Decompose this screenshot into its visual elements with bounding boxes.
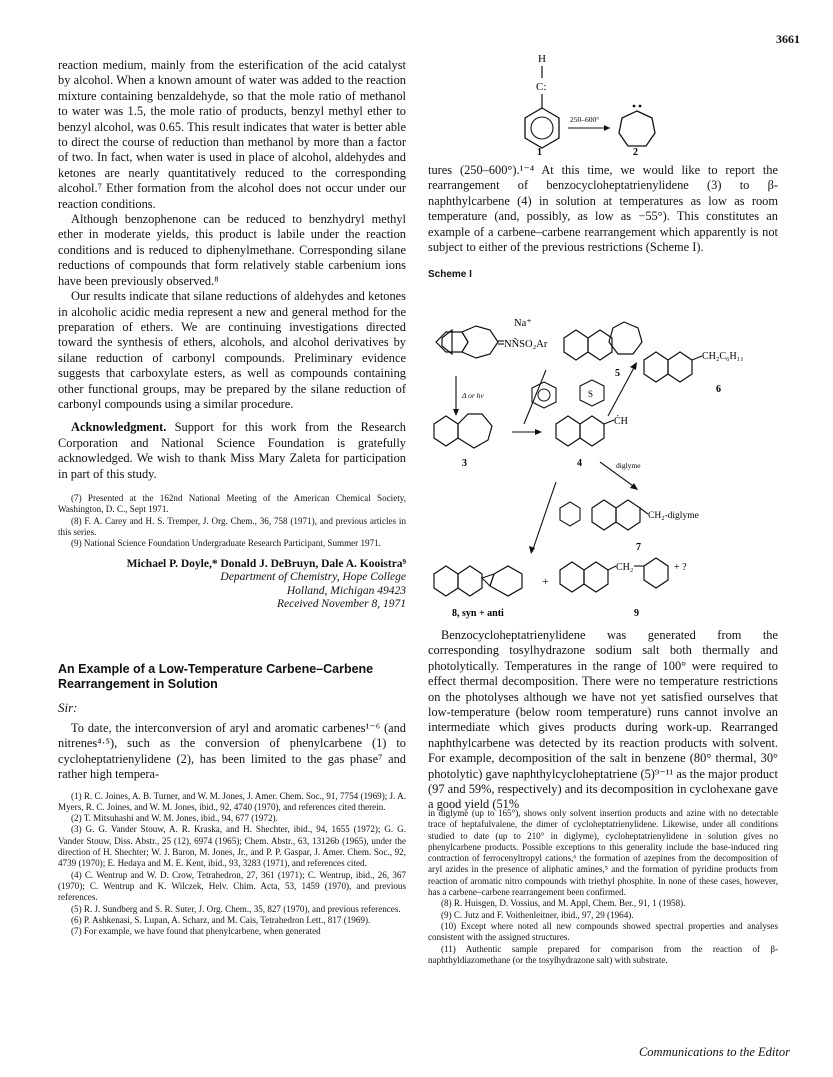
naphthalene-ring (564, 330, 588, 360)
right-column-body (428, 628, 778, 813)
footnote: in diglyme (up to 165°), shows only solvent insertion products and azine with no detectable trace of heptafulvalene, the dimer of cycloheptatrienylidene. Likewise, under all conditions studied to date (up to 210° in diglyme), cycloheptatrienylidene in solution gives no phenylcarbene products. Possible exceptions to this generality include the base-induced ring contraction of ferrocenyltropyl cations,⁶ the formation of azepines from the decomposition of aryl azides in the presence of aliphatic amines,⁵ and the formation of pyridine products from reaction of aromatic nitro compounds with triethyl phosphite. In none of these cases, however, has a carbene–carbene rearrangement been confirmed. (428, 808, 778, 898)
reference: (2) T. Mitsuhashi and W. M. Jones, ibid., 94, 677 (1972). (71, 813, 278, 824)
footnote: (8) R. Huisgen, D. Vossius, and M. Appl, Chem. Ber., 91, 1 (1958). (441, 898, 686, 909)
naphthalene-ring (668, 352, 692, 382)
compound-number: 2 (633, 147, 638, 157)
reference: (7) For example, we have found that phenylcarbene, when generated (71, 926, 321, 937)
compound-number: 1 (537, 147, 542, 157)
bond (604, 420, 614, 424)
paragraph: reaction medium, mainly from the esterification of the acid catalyst by alcohol. When a known amount of water was added to the reaction mixture containing benzaldehyde, so that the mole ratio of methanol to water was 1.5, the mole ratio of products, benzyl methyl ether to benzyl alcohol, was 0.65. This result indicates that water is better able to direct the course of reduction than methanol by more than a factor of two. In fact, when water is used in place of alcohol, aldehydes and ketones are nearly quantitatively reduced to the corresponding alcohol.⁷ Ether formation from the alcohol does not occur under our reaction conditions. (58, 58, 406, 211)
reference: (6) P. Ashkenasi, S. Lupan, A. Scharz, and M. Cais, Tetrahedron Lett., 817 (1969). (71, 914, 371, 925)
label-ch2: CH₂ (616, 562, 634, 573)
label-h: H (538, 53, 546, 65)
bond (608, 566, 616, 570)
salutation: Sir: (58, 699, 78, 715)
naphthalene-ring (592, 500, 616, 530)
compound-number: 4 (577, 458, 582, 469)
label-ch2c6h11: CH₂C₆H₁₁ (702, 351, 744, 362)
reference: (1) R. C. Joines, A. B. Turner, and W. M. Jones, J. Amer. Chem. Soc., 91, 7754 (1969); J. A. Myers, R. C. Joines, and W. M. Jones, ibid., 92, 4740 (1970), and references cited therein. (58, 790, 406, 812)
references (58, 791, 406, 938)
compound-number: 5 (615, 368, 620, 379)
label-plus-question: + ? (674, 562, 687, 573)
footnote: (9) C. Jutz and F. Voithenleitner, ibid., 97, 29 (1964). (441, 909, 634, 920)
naphthalene-ring (616, 500, 640, 530)
compound-number: 6 (716, 384, 721, 395)
footnotes (58, 493, 406, 549)
carbene-dot (633, 105, 636, 108)
left-column (58, 58, 406, 937)
benzene-ring (525, 108, 559, 148)
reaction-arrow (532, 482, 556, 552)
footnotes-right (428, 808, 778, 966)
reference: (3) G. G. Vander Stouw, A. R. Kraska, and H. Shechter, ibid., 94, 1655 (1972); G. G. Vander Stouw, Diss. Abstr., 25 (12), 6974 (1965); Chem. Abstr., 63, 13126b (1965), under the direction of H. Shechter; W. J. Baron, M. Jones, Jr., and P. P. Gaspar, J. Amer. Chem. Soc., 92, 4739 (1970); E. Hedaya and M. E. Kent, ibid., 93, 3283 (1971), and references cited. (58, 824, 406, 869)
label-c: C: (536, 81, 547, 93)
cycloheptatriene-ring (619, 111, 655, 146)
cyclohexane-ring (490, 566, 522, 596)
naphthalene-ring (458, 566, 482, 596)
label-ch2diglyme: CH₂-diglyme (648, 511, 699, 521)
label-nnso2ar: NÑSO₂Ar (504, 339, 548, 350)
authors: Michael P. Doyle,* Donald J. DeBruyn, Dale A. Kooistra⁹ (126, 558, 406, 571)
naphthalene-ring (560, 562, 584, 592)
benzo-ring (442, 330, 452, 354)
compound-number: 9 (634, 608, 639, 619)
acknowledgment (58, 420, 406, 482)
scheme-title: Scheme I (428, 269, 472, 281)
page-footer: Communications to the Editor (638, 1045, 790, 1059)
footnote: (10) Except where noted all new compounds showed spectral properties and analyses consistent with the assigned structures. (428, 920, 778, 943)
paragraph: Our results indicate that silane reductions of aldehydes and ketones in alcoholic acidic media represent a new and general method for the preparation of ethers. We are continuing investigations directed toward the synthesis of ethers, alcohols, and alcohol derivatives by silane reduction of carbonyl compounds. Preliminary evidence suggests that carboxylate esters, as well as compounds containing other functional groups, may be prepared by the silane reduction of carbonyl compounds using a similar procedure. (58, 289, 406, 411)
cycloheptatriene-ring (462, 326, 498, 358)
naphthalene-ring (588, 330, 612, 360)
cycloheptatriene-ring (609, 322, 642, 354)
acknowledgment-label: Acknowledgment. (71, 420, 167, 435)
aromatic-circle (538, 389, 550, 401)
naphthalene-ring (644, 352, 668, 382)
paragraph: To date, the interconversion of aryl and aromatic carbenes¹⁻⁶ (and nitrenes⁴·⁵), such as the conversion of phenylcarbene (1) to cycloheptatrienylidene (2), has been limited to the gas phase⁷ and rather high tempera- (58, 720, 406, 782)
reaction-arrow (608, 364, 636, 416)
paragraph: tures (250–600°).¹⁻⁴ At this time, we would like to report the rearrangement of benzocycloheptatrienylidene (3) to β-naphthylcarbene (4) in solution at temperatures as low as room temperature (and, possibly, as low as −55°). This constitutes an example of a carbene–carbene rearrangement which apparently is not subject to either of the previous restrictions (Scheme I). (428, 163, 778, 255)
cyclohexene-reagent-icon (560, 502, 580, 526)
affiliation-city: Holland, Michigan 49423 (286, 584, 406, 597)
acknowledgment-text: Support for this work from the Research Corporation and National Science Foundation is gratefully acknowledged. We wish to thank Miss Mary Zaleta for participation in part of this study. (58, 420, 406, 481)
naphthalene-ring (556, 416, 580, 446)
article-title: An Example of a Low-Temperature Carbene–Carbene Rearrangement in Solution (58, 661, 374, 691)
label-s: S (588, 389, 594, 399)
label-na: Na⁺ (514, 318, 532, 329)
paragraph: Benzocycloheptatrienylidene was generated from the corresponding tosylhydrazone sodium salt both thermally and photolytically. Temperatures in the range of 100° were required to effect thermal decomposition. There were no temperature restrictions on the photolyses although we have not yet satisfied ourselves that low-temperature (below room temperature) runs cannot involve an intermediate which gives products during work-up. Rearranged naphthylcarbene was detected by its reaction products with solvent. For example, decomposition of the salt in benzene (80° thermal, 30° photolytic) gave naphthylcycloheptatriene (5)⁹⁻¹¹ as the major product (97 and 59%, respectively) and its decomposition in cyclohexane gave a good yield (51% (428, 628, 778, 812)
label-ch: ĊH (614, 416, 628, 427)
scheme-i-diagram (428, 308, 778, 620)
bond (640, 508, 648, 514)
received-date: Received November 8, 1971 (276, 598, 406, 611)
reference: (5) R. J. Sundberg and S. R. Suter, J. Org. Chem., 35, 827 (1970), and previous references. (71, 903, 401, 914)
reference: (4) C. Wentrup and W. D. Crow, Tetrahedron, 27, 361 (1971); C. Wentrup, ibid., 26, 367 (1970); C. Wentrup and K. Wilczek, Helv. Chim. Acta, 53, 1459 (1970), and previous references. (58, 869, 406, 903)
compound-number: 8, syn + anti (452, 608, 504, 619)
right-column-top (428, 163, 778, 280)
footnote: (7) Presented at the 162nd National Meeting of the American Chemical Society, Washington, D. C., Sept 1971. (58, 492, 406, 515)
cyclohexene-ring (644, 558, 668, 588)
page-number: 3661 (776, 32, 800, 46)
naphthalene-ring (584, 562, 608, 592)
footnote: (9) National Science Foundation Undergraduate Research Participant, Summer 1971. (71, 538, 381, 549)
naphthalene-ring (434, 566, 458, 596)
label-diglyme: diglyme (616, 461, 641, 470)
compound-number: 3 (462, 458, 467, 469)
arrowhead (453, 409, 459, 416)
compound-number: 7 (636, 542, 641, 553)
aromatic-circle (531, 117, 553, 139)
paragraph: Although benzophenone can be reduced to benzhydryl methyl ether in moderate yields, this product is labile under the reaction conditions and is reduced to diphenylmethane. Corresponding silane reductions of compounds that form relatively stable carbenium ions have been previously observed.⁸ (58, 212, 406, 288)
arrow-condition: 250–600° (570, 115, 600, 124)
cycloheptatriene-ring (458, 414, 492, 448)
carbene-dot (639, 105, 642, 108)
reaction-arrow (524, 370, 546, 424)
arrowhead (535, 429, 542, 435)
naphthalene-ring (580, 416, 604, 446)
bond (692, 356, 702, 360)
footnote: (8) F. A. Carey and H. S. Tremper, J. Org. Chem., 36, 758 (1971), and previous articles in this series. (58, 515, 406, 537)
scheme-phenylcarbene-diagram (500, 52, 700, 157)
arrow-condition: Δ or hν (462, 391, 484, 400)
plus-sign: + (542, 574, 549, 588)
arrowhead (604, 125, 610, 131)
benzene-ring (434, 416, 458, 446)
footnote: (11) Authentic sample prepared for comparison from the reaction of β-naphthyldiazomethane (or the tosylhydrazone salt) with substrate. (428, 943, 778, 965)
affiliation: Department of Chemistry, Hope College (220, 571, 406, 584)
